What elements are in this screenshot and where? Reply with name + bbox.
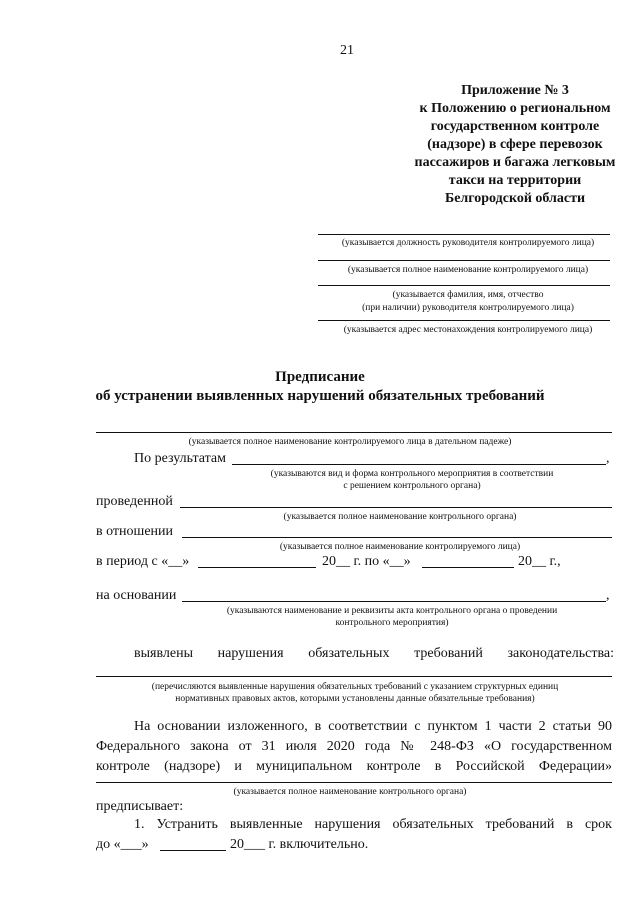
recipient-dative-line[interactable] bbox=[96, 432, 612, 433]
appendix-block bbox=[385, 82, 640, 208]
results-comma: , bbox=[606, 451, 610, 466]
basis-comma: , bbox=[606, 588, 610, 603]
addressee-hint-name: (указывается полное наименование контролируемого лица) bbox=[347, 265, 589, 275]
appendix-line: (надзоре) в сфере перевозок bbox=[427, 137, 603, 152]
item-1-deadline-line[interactable] bbox=[160, 850, 226, 851]
doc-title bbox=[60, 368, 580, 406]
violations-word: законодательства: bbox=[507, 646, 614, 661]
appendix-line: такси на территории bbox=[448, 173, 582, 188]
basis-hint-2: контрольного мероприятия) bbox=[335, 618, 449, 628]
appendix-line: Белгородской области bbox=[444, 191, 586, 206]
violations-line[interactable] bbox=[96, 676, 612, 677]
item-1-deadline-suffix: 20___ г. включительно. bbox=[230, 837, 369, 852]
appendix-line: государственном контроле bbox=[430, 119, 600, 134]
legal-line-3: контроле (надзоре) и муниципальном контроле в Российской Федерации» bbox=[96, 759, 612, 774]
doc-title-line-2: об устранении выявленных нарушений обязательных требований bbox=[95, 388, 545, 404]
results-hint-2: с решением контрольного органа) bbox=[343, 481, 481, 491]
violations-word: обязательных bbox=[308, 646, 390, 661]
appendix-line: к Положению о региональном bbox=[419, 101, 611, 116]
basis-label: на основании bbox=[96, 588, 177, 603]
addressee-line-4[interactable] bbox=[318, 320, 610, 321]
addressee-hint-address: (указывается адрес местонахождения контролируемого лица) bbox=[343, 325, 593, 335]
doc-title-line-1: Предписание bbox=[275, 369, 365, 385]
period-year-2: 20__ г., bbox=[518, 554, 561, 569]
addressee-line-3[interactable] bbox=[318, 285, 610, 286]
addressee-line-2[interactable] bbox=[318, 260, 610, 261]
regarding-line[interactable] bbox=[182, 537, 612, 538]
legal-line-1: На основании изложенного, в соответствии с пунктом 1 части 2 статьи 90 bbox=[134, 719, 612, 734]
page-number: 21 bbox=[340, 43, 354, 58]
regarding-label: в отношении bbox=[96, 524, 174, 539]
period-from-label: в период с «__» bbox=[96, 554, 190, 569]
prescribes-label: предписывает: bbox=[96, 799, 184, 814]
basis-line[interactable] bbox=[182, 601, 606, 602]
regarding-hint: (указывается полное наименование контролируемого лица) bbox=[279, 542, 521, 552]
addressee-line-1[interactable] bbox=[318, 234, 610, 235]
organ-line[interactable] bbox=[96, 782, 612, 783]
basis-hint-1: (указываются наименование и реквизиты акта контрольного органа о проведении bbox=[226, 606, 558, 616]
addressee-hint-fio-1: (указывается фамилия, имя, отчество bbox=[392, 290, 544, 300]
violations-word: нарушения bbox=[217, 646, 284, 661]
violations-hint-2: нормативных правовых актов, которыми установлены данные обязательные требования) bbox=[175, 694, 535, 704]
violations-sentence bbox=[134, 645, 614, 663]
legal-line-2: Федерального закона от 31 июля 2020 года № 248-ФЗ «О государственном bbox=[96, 739, 612, 754]
conducted-hint: (указывается полное наименование контрольного органа) bbox=[283, 512, 517, 522]
results-hint-1: (указываются вид и форма контрольного мероприятия в соответствии bbox=[270, 469, 554, 479]
conducted-line[interactable] bbox=[180, 507, 612, 508]
item-1-deadline-prefix: до «___» bbox=[96, 837, 149, 852]
conducted-label: проведенной bbox=[96, 494, 173, 509]
appendix-title: Приложение № 3 bbox=[461, 83, 569, 98]
results-label: По результатам bbox=[134, 451, 226, 466]
appendix-line: пассажиров и багажа легковым bbox=[414, 155, 616, 170]
violations-hint-1: (перечисляются выявленные нарушения обязательных требований с указанием структурных единиц bbox=[151, 682, 559, 692]
violations-word: выявлены bbox=[134, 646, 193, 661]
item-1-line-1: 1. Устранить выявленные нарушения обязательных требований в срок bbox=[134, 817, 612, 832]
period-from-line[interactable] bbox=[198, 567, 316, 568]
recipient-dative-hint: (указывается полное наименование контролируемого лица в дательном падеже) bbox=[188, 437, 512, 447]
addressee-hint-position: (указывается должность руководителя контролируемого лица) bbox=[341, 238, 595, 248]
organ-hint: (указывается полное наименование контрольного органа) bbox=[233, 787, 467, 797]
period-to-line[interactable] bbox=[422, 567, 514, 568]
violations-word: требований bbox=[414, 646, 483, 661]
period-year-1: 20__ г. по «__» bbox=[322, 554, 411, 569]
results-line[interactable] bbox=[232, 464, 606, 465]
addressee-hint-fio-2: (при наличии) руководителя контролируемого лица) bbox=[362, 303, 574, 313]
